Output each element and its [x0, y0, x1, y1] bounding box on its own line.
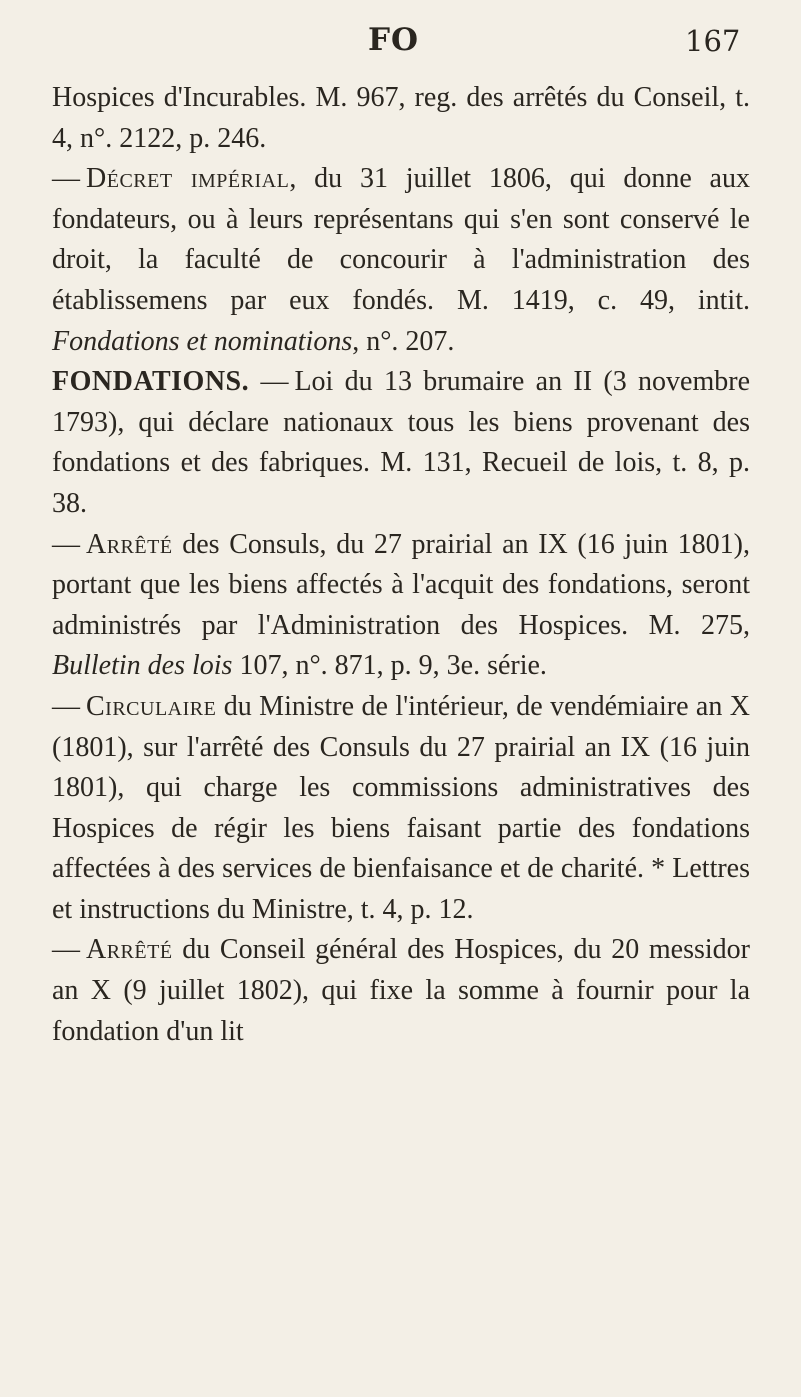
entry-dash: — [52, 690, 80, 722]
entry-arrete-consuls [52, 525, 750, 687]
entry-arrete-conseil-general [52, 930, 750, 1052]
entry-text: des Consuls, du 27 prairial an IX (16 juin 1801), portant que les biens affectés à l'acquit des fondations, seront administrés par l'Administration des Hospices. M. 275, [52, 528, 750, 641]
entry-text: , du 31 juillet 1806, qui donne aux fondateurs, ou à leurs représentans qui s'en sont conservé le droit, la faculté de concourir à l'administration des établissemens par eux fondés. M. 1419, c. 49, intit. [52, 163, 750, 316]
entry-text: Hospices d'Incurables. M. 967, reg. des arrêtés du Conseil, t. 4, n°. 2122, p. 246. [52, 82, 750, 154]
entry-italic-title: Fondations et nominations [52, 325, 353, 357]
entry-lead: Décret impérial [86, 163, 290, 195]
entry-lead: Circulaire [86, 690, 217, 722]
entry-italic-title: Bulletin des lois [52, 650, 233, 682]
entry-dash: — [260, 366, 289, 398]
entry-incurables [52, 78, 750, 159]
entry-lead: Arrêté [86, 934, 173, 966]
running-head [0, 22, 801, 72]
body-text [52, 78, 750, 1052]
running-head-word: FO [368, 22, 420, 58]
entry-dash: — [52, 163, 80, 195]
entry-text-after: 107, n°. 871, p. 9, 3e. série. [232, 650, 547, 682]
entry-text: Loi du 13 brumaire an II (3 novembre 1793), qui déclare nationaux tous les biens provenant des fondations et des fabriques. M. 131, Recueil de lois, t. 8, p. 38. [52, 366, 750, 519]
page-number: 167 [685, 24, 741, 58]
entry-text: du Ministre de l'intérieur, de vendémiaire an X (1801), sur l'arrêté des Consuls du 27 prairial an IX (16 juin 1801), qui charge les commissions administratives des Hospices de régir les biens faisant partie des fondations affectées à des services de bienfaisance et de charité. * Lettres et instructions du Ministre, t. 4, p. 12. [52, 690, 750, 925]
entry-decret-imperial [52, 159, 750, 362]
entry-dash: — [52, 528, 80, 560]
entry-circulaire-ministre [52, 687, 750, 931]
entry-text: du Conseil général des Hospices, du 20 messidor an X (9 juillet 1802), qui fixe la somme à fournir pour la fondation d'un lit [52, 934, 750, 1047]
entry-fondations-loi [52, 362, 750, 524]
entry-lead: Arrêté [86, 528, 173, 560]
entry-heading: FONDATIONS. [52, 366, 250, 398]
entry-text-after: , n°. 207. [352, 325, 455, 357]
entry-dash: — [52, 934, 80, 966]
